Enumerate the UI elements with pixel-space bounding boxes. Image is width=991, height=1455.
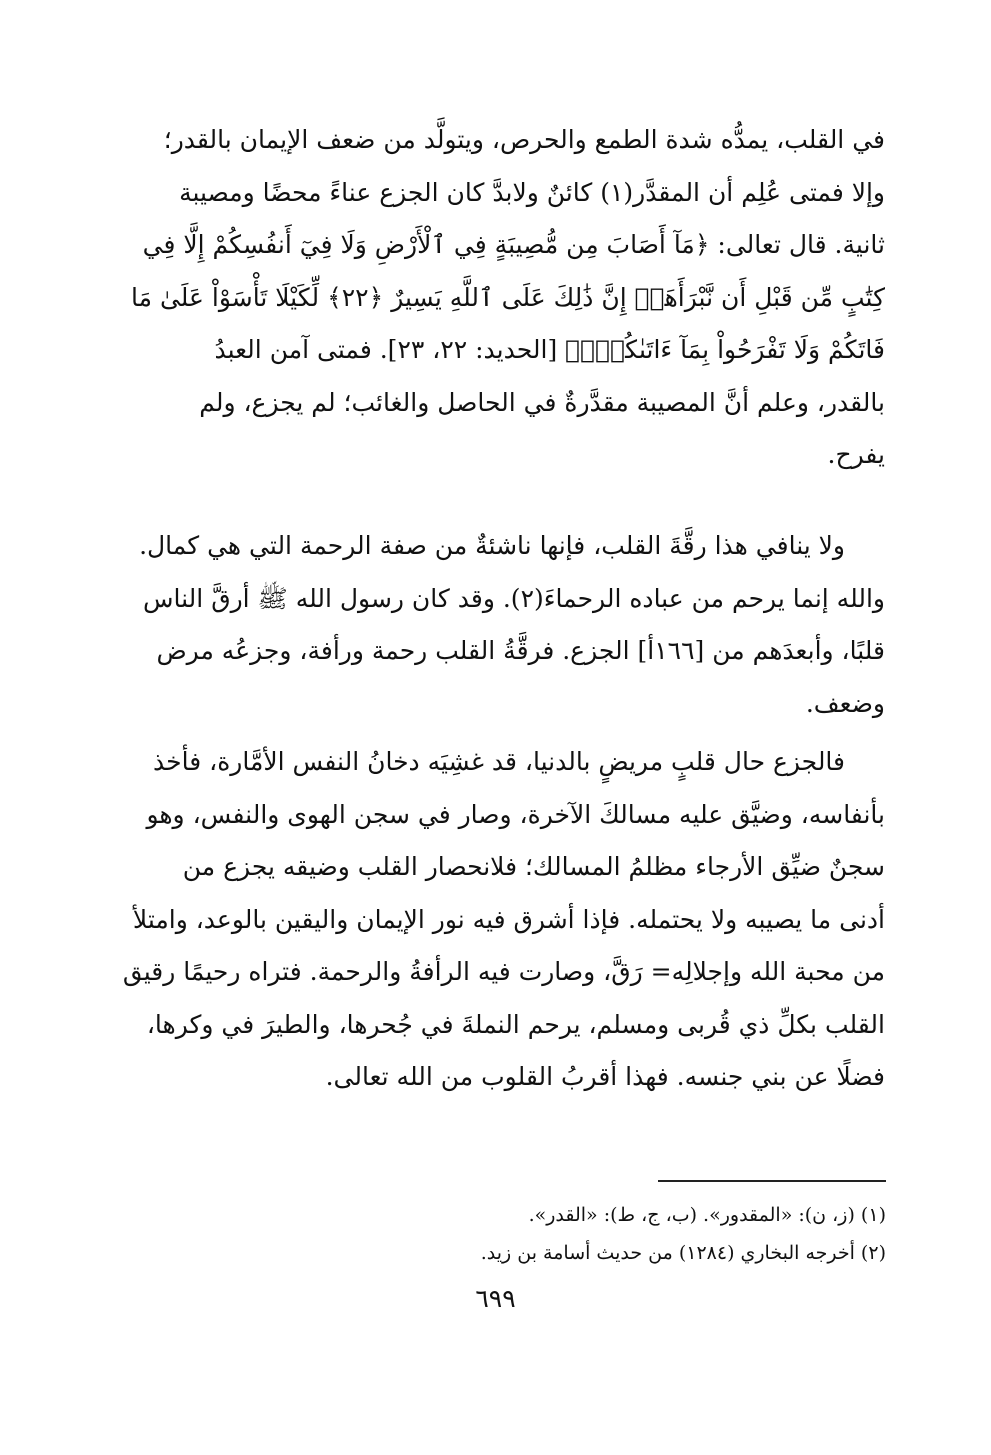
paragraph-line: ولا ينافي هذا رقَّةَ القلب، فإنها ناشئةٌ من صفة الرحمة التي هي كمال. bbox=[139, 531, 845, 560]
paragraph-3 bbox=[115, 736, 885, 1104]
paragraph-line: القلب بكلِّ ذي قُربى ومسلم، يرحم النملةَ في جُحرها، والطيرَ في وكرها، bbox=[146, 1009, 885, 1039]
footnote-1: (١) (ز، ن): «المقدور». (ب، ج، ط): «القدر». bbox=[528, 1204, 886, 1226]
paragraph-line: سجنٌ ضيِّق الأرجاء مظلمُ المسالك؛ فلانحصار القلب وضيقه يجزع من bbox=[182, 852, 885, 881]
paragraph-line: فضلًا عن بني جنسه. فهذا أقربُ القلوب من الله تعالى. bbox=[325, 1062, 885, 1091]
paragraph-line: بالقدر، وعلم أنَّ المصيبة مقدَّرةٌ في الحاصل والغائب؛ لم يجزع، ولم bbox=[199, 387, 885, 417]
quran-verse-line: كِتَٰبٍ مِّن قَبْلِ أَن نَّبْرَأَهَآۚ إِنَّ ذَٰلِكَ عَلَى ٱللَّهِ يَسِيرٌ ﴿٢٢﴾ لِّكَيْلَا تَأْسَوْاْ عَلَىٰ مَا bbox=[130, 282, 885, 312]
footnote-divider bbox=[658, 1180, 886, 1182]
paragraph-line: أدنى ما يصيبه ولا يحتمله. فإذا أشرق فيه نور الإيمان واليقين بالوعد، وامتلأ bbox=[132, 904, 885, 934]
quran-verse-line: فَاتَكُمْ وَلَا تَفْرَحُواْ بِمَآ ءَاتَىٰكُمْۗ﴾ [الحديد: ٢٢، ٢٣]. فمتى آمن العبدُ bbox=[214, 335, 885, 364]
footnote-2: (٢) أخرجه البخاري (١٢٨٤) من حديث أسامة بن زيد. bbox=[480, 1242, 886, 1264]
paragraph-line: والله إنما يرحم من عباده الرحماءَ(٢). وقد كان رسول الله ﷺ أرقَّ الناس bbox=[143, 583, 885, 613]
paragraph-line: في القلب، يمدُّه شدة الطمع والحرص، ويتولَّد من ضعف الإيمان بالقدر؛ bbox=[163, 125, 885, 154]
paragraph-line: وإلا فمتى عُلِم أن المقدَّر(١) كائنٌ ولابدَّ كان الجزع عناءً محضًا ومصيبة bbox=[179, 177, 885, 207]
paragraph-line: وضعف. bbox=[805, 688, 885, 718]
paragraph-line: قلبًا، وأبعدَهم من [١٦٦أ] الجزع. فرقَّةُ القلب رحمة ورأفة، وجزعُه مرض bbox=[156, 636, 885, 665]
paragraph-line: بأنفاسه، وضيَّق عليه مسالكَ الآخرة، وصار في سجن الهوى والنفس، وهو bbox=[146, 799, 885, 829]
paragraph-line: فالجزع حال قلبٍ مريضٍ بالدنيا، قد غشِيَه دخانُ النفس الأمَّارة، فأخذ bbox=[153, 747, 845, 776]
paragraph-line: من محبة الله وإجلالِه= رَقَّ، وصارت فيه الرأفةُ والرحمة. فتراه رحيمًا رقيق bbox=[122, 957, 885, 986]
paragraph-1 bbox=[115, 114, 885, 482]
footnotes bbox=[300, 1196, 886, 1272]
quran-verse-line: ثانية. قال تعالى: ﴿مَآ أَصَابَ مِن مُّصِيبَةٍ فِي ٱلْأَرْضِ وَلَا فِيٓ أَنفُسِكُمْ إِلَّا فِي bbox=[142, 230, 885, 259]
paragraph-line: يفرح. bbox=[827, 440, 885, 469]
page-number: ٦٩٩ bbox=[475, 1284, 516, 1313]
paragraph-2 bbox=[115, 520, 885, 730]
